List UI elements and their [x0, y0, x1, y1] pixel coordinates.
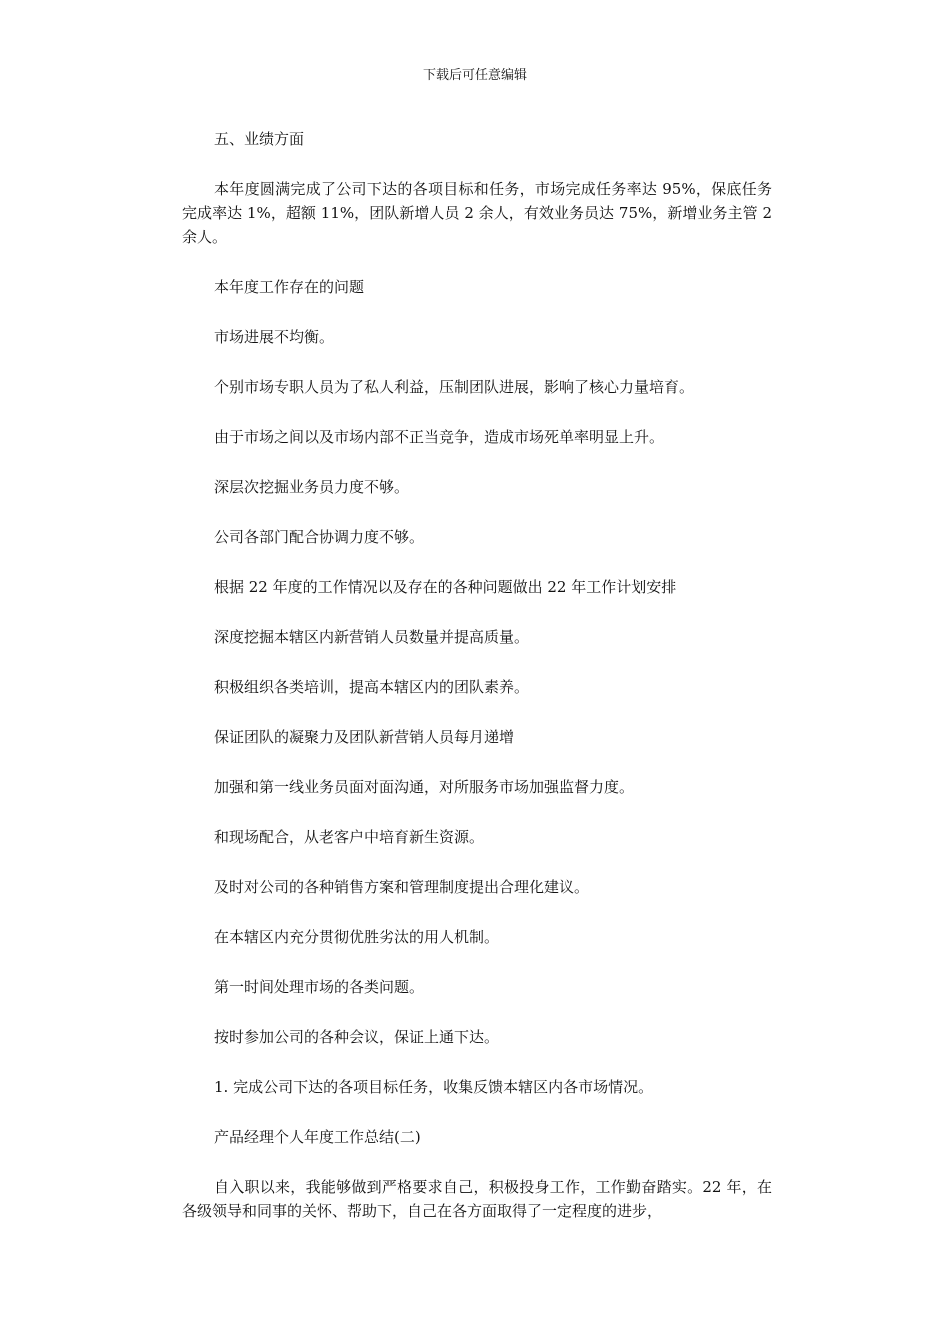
section-heading: 产品经理个人年度工作总结(二) — [214, 1128, 421, 1146]
paragraph: 在本辖区内充分贯彻优胜劣汰的用人机制。 — [214, 928, 500, 946]
paragraph: 根据 22 年度的工作情况以及存在的各种问题做出 22 年工作计划安排 — [214, 578, 677, 596]
section-heading: 五、业绩方面 — [214, 130, 305, 148]
paragraph: 个别市场专职人员为了私人利益，压制团队进展，影响了核心力量培育。 — [214, 378, 695, 396]
paragraph: 由于市场之间以及市场内部不正当竞争，造成市场死单率明显上升。 — [214, 428, 665, 446]
document-body — [182, 127, 772, 1249]
paragraph: 自入职以来，我能够做到严格要求自己，积极投身工作，工作勤奋踏实。22 年，在各级领导和同事的关怀、帮助下，自己在各方面取得了一定程度的进步， — [182, 1178, 772, 1220]
header-note: 下载后可任意编辑 — [422, 68, 527, 83]
paragraph: 公司各部门配合协调力度不够。 — [214, 528, 425, 546]
paragraph: 保证团队的凝聚力及团队新营销人员每月递增 — [214, 728, 515, 746]
paragraph: 加强和第一线业务员面对面沟通，对所服务市场加强监督力度。 — [214, 778, 635, 796]
paragraph: 和现场配合，从老客户中培育新生资源。 — [214, 828, 485, 846]
paragraph: 及时对公司的各种销售方案和管理制度提出合理化建议。 — [214, 878, 590, 896]
paragraph: 深层次挖掘业务员力度不够。 — [214, 478, 410, 496]
paragraph: 市场进展不均衡。 — [214, 328, 335, 346]
paragraph: 按时参加公司的各种会议，保证上通下达。 — [214, 1028, 500, 1046]
paragraph: 本年度圆满完成了公司下达的各项目标和任务，市场完成任务率达 95%，保底任务完成率达 1%，超额 11%，团队新增人员 2 余人，有效业务员达 75%，新增业务主管 2 余人。 — [182, 180, 772, 246]
paragraph: 第一时间处理市场的各类问题。 — [214, 978, 425, 996]
paragraph: 深度挖掘本辖区内新营销人员数量并提高质量。 — [214, 628, 530, 646]
paragraph: 1. 完成公司下达的各项目标任务，收集反馈本辖区内各市场情况。 — [214, 1078, 654, 1096]
section-heading: 本年度工作存在的问题 — [214, 278, 365, 296]
paragraph: 积极组织各类培训，提高本辖区内的团队素养。 — [214, 678, 530, 696]
